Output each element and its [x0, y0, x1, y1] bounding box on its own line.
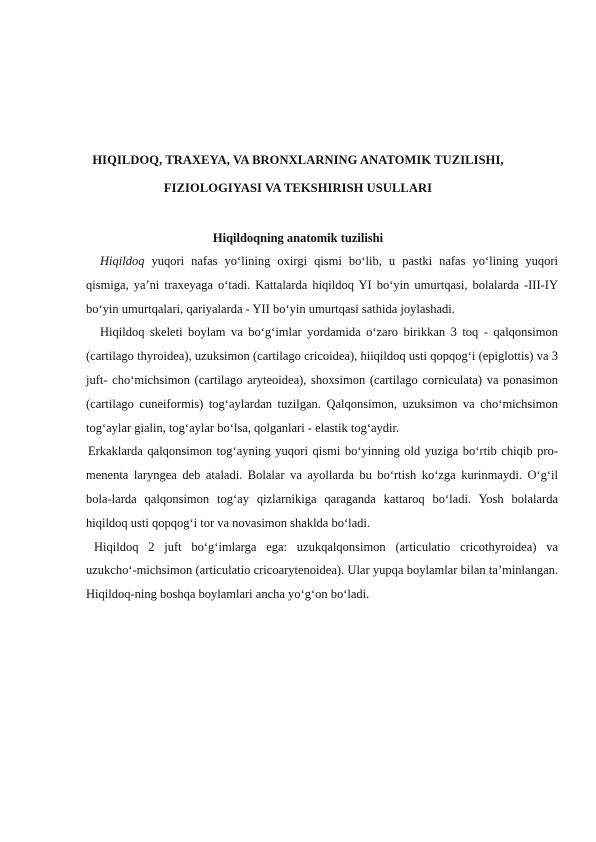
section-heading: Hiqildoqning anatomik tuzilishi — [212, 231, 384, 245]
paragraph-4: Hiqildoq 2 juft bo‘g‘imlarga ega: uzukqalqonsimon (articulatio cricothyroidea) va uzukcho‘-michsimon (articulatio cricoarytenoidea). Ular yupqa boylamlar bilan ta’minlangan. Hiqildoq-ning boshqa boylamlari ancha yo‘g‘on bo‘ladi. — [86, 539, 558, 602]
paragraph-3: Erkaklarda qalqonsimon tog‘ayning yuqori qismi bo‘yinning old yuziga bo‘rtib chiqib pro-menenta laryngea deb ataladi. Bolalar va ayollarda bu bo‘rtish ko‘zga kurinmaydi. O‘g‘il bola-larda qalqonsimon tog‘ay qizlarnikiga qaraganda kattaroq bo‘ladi. Yosh bolalarda hiqildoq usti qopqog‘i tor va novasimon shaklda bo‘ladi. — [86, 444, 558, 530]
document-title-line-1: HIQILDOQ, TRAXEYA, VA BRONXLARNING ANATOMIK TUZILISHI, — [92, 153, 504, 167]
paragraph-1-text: yuqori nafas yo‘lining oxirgi qismi bo‘lib, u pastki nafas yo‘lining yuqori qismiga, ya’ni traxeyaga o‘tadi. Kattalarda hiqildoq YI bo‘yin umurtqasi, bolalarda -III-IY bo‘yin umurtqalari, qariyalarda - YII bo‘yin umurtqasi sathida joylashadi. — [86, 254, 558, 316]
paragraph-1-lead-term: Hiqildoq — [100, 254, 145, 268]
paragraph-2: Hiqildoq skeleti boylam va bo‘g‘imlar yordamida o‘zaro birikkan 3 toq - qalqonsimon (cartilago thyroidea), uzuksimon (cartilago cricoidea), hiiqildoq usti qopqog‘i (epiglottis) va 3 juft- cho‘michsimon (cartilago aryteoidea), shoxsimon (cartilago corniculata) va ponasimon (cartilago cuneiformis) tog‘aylardan tuzilgan. Qalqonsimon, uzuksimon va cho‘michsimon tog‘aylar gialin, tog‘aylar bo‘lsa, qolganlari - elastik tog‘aydir. — [86, 325, 558, 435]
paragraph-1 — [86, 250, 558, 321]
body-text — [86, 250, 558, 607]
document-title-line-2: FIZIOLOGIYASI VA TEKSHIRISH USULLARI — [163, 181, 433, 195]
